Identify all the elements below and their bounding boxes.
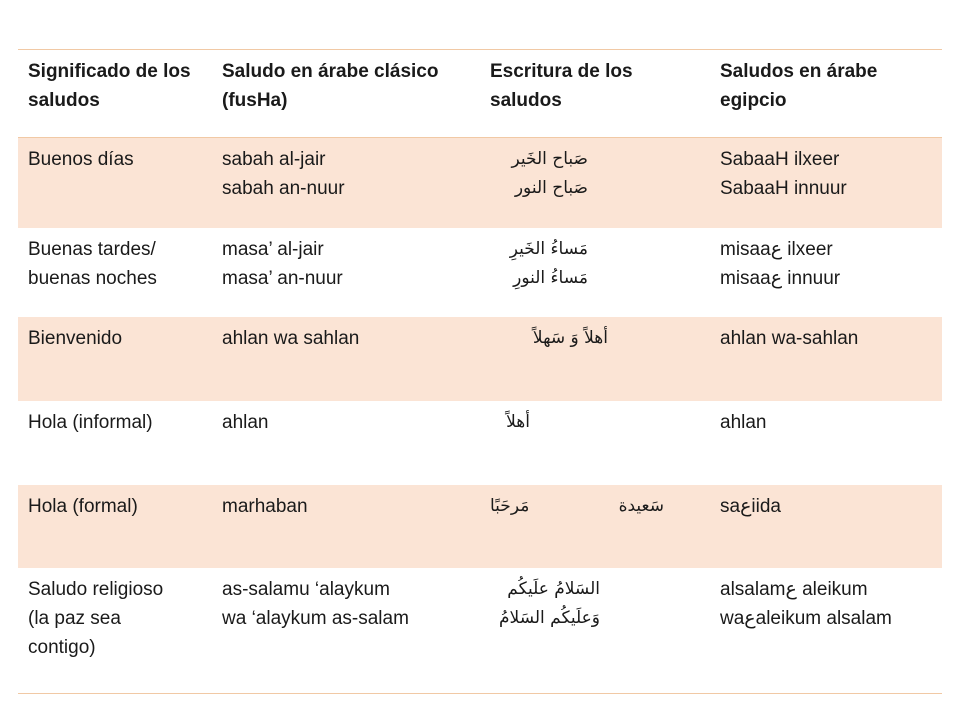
table-row	[18, 568, 942, 694]
cell-text: marhaban	[222, 495, 308, 517]
cell-classical	[212, 317, 480, 401]
cell-classical	[212, 138, 480, 228]
cell-text: SabaaH innuur	[720, 178, 847, 199]
cell-text: Hola (formal)	[28, 495, 138, 517]
table-row	[18, 228, 942, 317]
arabic-text: صَباح النور	[514, 178, 588, 198]
cell-classical	[212, 401, 480, 485]
cell-text: (la paz sea	[28, 607, 121, 629]
table-row	[18, 317, 942, 401]
arabic-text: سَعيدة	[618, 495, 664, 516]
cell-egyptian	[710, 568, 942, 694]
cell-text: ahlan wa sahlan	[222, 327, 360, 349]
cell-text: ahlan	[222, 411, 269, 433]
cell-script	[480, 568, 710, 694]
cell-text: masa’ an-nuur	[222, 267, 343, 289]
cell-text: masa’ al-jair	[222, 238, 324, 260]
cell-text: contigo)	[28, 636, 96, 658]
cell-meaning	[18, 317, 212, 401]
cell-classical	[212, 228, 480, 317]
cell-meaning	[18, 138, 212, 228]
cell-text: waعaleikum alsalam	[720, 607, 892, 629]
cell-classical	[212, 568, 480, 694]
cell-egyptian	[710, 317, 942, 401]
cell-text: wa ‘alaykum as-salam	[222, 607, 409, 629]
cell-meaning	[18, 401, 212, 485]
cell-text: sabah al-jair	[222, 149, 326, 170]
header-egyptian: Saludos en árabe egipcio	[720, 61, 878, 111]
arabic-text: مَساءُ الخَيرِ	[509, 238, 588, 259]
cell-text: buenas noches	[28, 267, 157, 289]
arabic-text: أهلاً وَ سَهلاً	[532, 327, 608, 348]
cell-text: Buenos días	[28, 149, 134, 170]
cell-text: Bienvenido	[28, 327, 123, 349]
cell-script	[480, 317, 710, 401]
table-row	[18, 485, 942, 568]
cell-text: misaaع innuur	[720, 267, 841, 289]
cell-text: Hola (informal)	[28, 411, 153, 433]
table-row	[18, 138, 942, 228]
cell-text: saعiida	[720, 495, 781, 517]
greetings-table	[18, 49, 942, 694]
cell-text: ahlan	[720, 411, 767, 433]
arabic-text: صَباح الخَير	[511, 149, 588, 169]
cell-meaning	[18, 568, 212, 694]
cell-text: ahlan wa-sahlan	[720, 327, 859, 349]
cell-script	[480, 138, 710, 228]
header-classical: Saludo en árabe clásico (fusHa)	[222, 61, 439, 111]
cell-text: alsalamع aleikum	[720, 578, 868, 600]
cell-egyptian	[710, 138, 942, 228]
arabic-text: مَرحَبًا	[490, 495, 530, 516]
arabic-pair	[490, 492, 702, 521]
table-header-row	[18, 50, 942, 138]
cell-script	[480, 485, 710, 568]
cell-classical	[212, 485, 480, 568]
cell-egyptian	[710, 228, 942, 317]
cell-script	[480, 228, 710, 317]
cell-text: sabah an-nuur	[222, 178, 345, 199]
cell-text: misaaع ilxeer	[720, 238, 833, 260]
header-meaning: Significado de los saludos	[28, 61, 191, 111]
cell-text: Buenas tardes/	[28, 238, 156, 260]
cell-egyptian	[710, 401, 942, 485]
cell-text: as-salamu ‘alaykum	[222, 578, 390, 600]
cell-script	[480, 401, 710, 485]
table-row	[18, 401, 942, 485]
cell-egyptian	[710, 485, 942, 568]
cell-text: SabaaH ilxeer	[720, 149, 840, 170]
cell-meaning	[18, 228, 212, 317]
arabic-text: وَعلَيكُم السَلامُ	[499, 607, 600, 628]
arabic-text: مَساءُ النورِ	[513, 267, 588, 288]
cell-text: Saludo religioso	[28, 578, 164, 600]
arabic-text: السَلامُ علَيكُم	[507, 578, 600, 599]
arabic-text: أهلاً	[506, 411, 530, 432]
header-script: Escritura de los saludos	[490, 61, 633, 111]
cell-meaning	[18, 485, 212, 568]
